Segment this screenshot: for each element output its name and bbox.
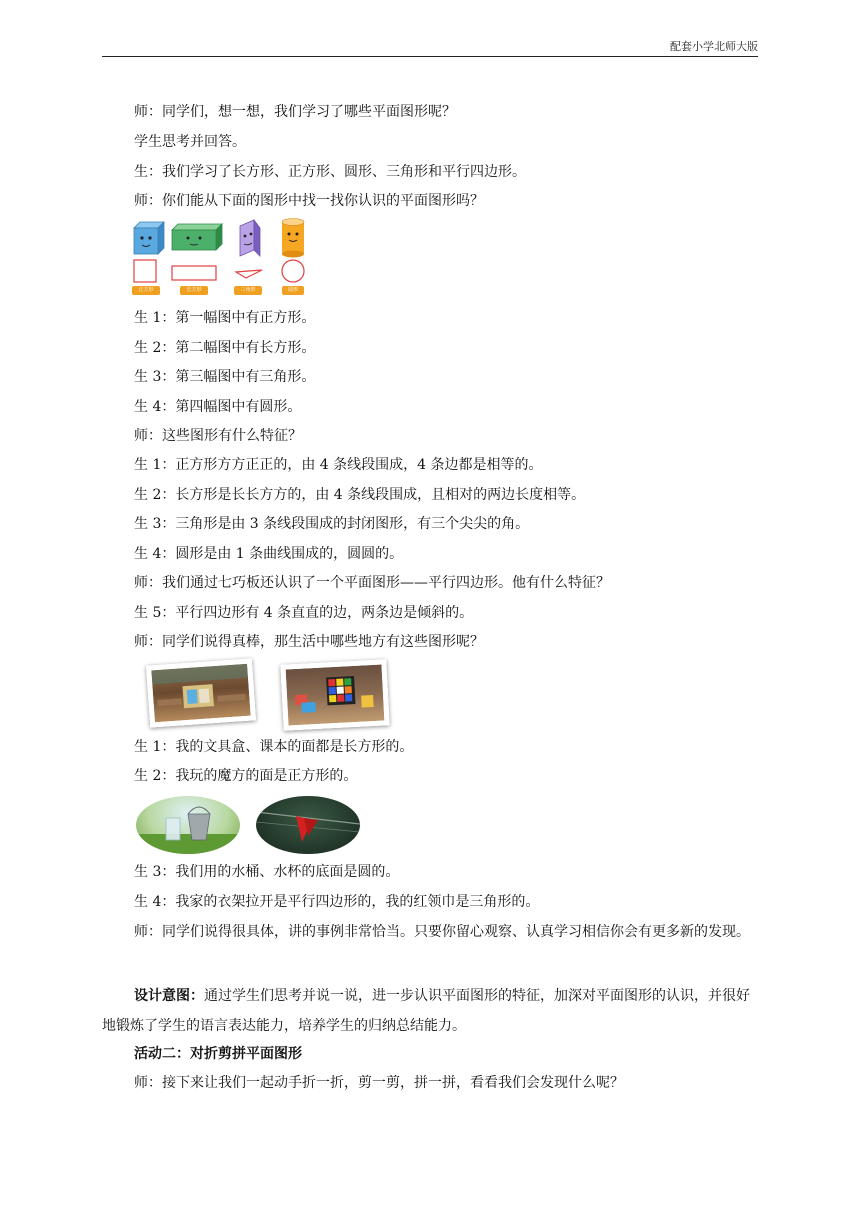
text-line: 生 3：第三幅图中有三角形。	[134, 369, 316, 385]
text-line: 生 4：第四幅图中有圆形。	[134, 399, 302, 415]
text-line: 师：这些图形有什么特征？	[134, 428, 302, 444]
shape-tag: 长方形	[180, 286, 208, 295]
text-line: 生 2：我玩的魔方的面是正方形的。	[134, 768, 358, 784]
text-line: 师：同学们，想一想，我们学习了哪些平面图形呢？	[134, 104, 456, 120]
triangle-outline	[236, 270, 262, 278]
text-line: 生 3：我们用的水桶、水杯的底面是圆的。	[134, 864, 400, 880]
text-line: 生 1：我的文具盒、课本的面都是长方形的。	[134, 739, 414, 755]
red-scarf-photo	[256, 796, 360, 854]
page-header	[102, 38, 758, 57]
text-line: 生 3：三角形是由 3 条线段围成的封闭图形，有三个尖尖的角。	[134, 516, 530, 532]
rubiks-cube-photo	[280, 659, 389, 730]
teacher-paragraph: 师：同学们说得很具体，讲的事例非常恰当。只要你留心观察、认真学习相信你会有更多新的发现。	[134, 924, 750, 940]
text-line: 生 2：长方形是长长方方的，由 4 条线段围成，且相对的两边长度相等。	[134, 487, 586, 503]
text-line: 师：同学们说得真棒，那生活中哪些地方有这些图形呢？	[134, 634, 484, 650]
text-line: 师：我们通过七巧板还认识了一个平面图形——平行四边形。他有什么特征？	[134, 575, 610, 591]
text-line: 师：接下来让我们一起动手折一折，剪一剪，拼一拼，看看我们会发现什么呢？	[134, 1075, 624, 1091]
text-line: 学生思考并回答。	[134, 134, 246, 150]
text-line: 生 1：正方形方方正正的，由 4 条线段围成，4 条边都是相等的。	[134, 457, 543, 473]
shape-tag: 三角形	[234, 286, 262, 295]
text-line: 生 4：我家的衣架拉开是平行四边形的，我的红领巾是三角形的。	[134, 894, 540, 910]
square-outline	[134, 260, 156, 282]
design-intent-label: 设计意图：	[134, 988, 204, 1004]
circle-outline	[282, 260, 304, 282]
bucket-photo	[136, 796, 240, 854]
shape-tag: 正方形	[132, 286, 160, 295]
prism-icon	[240, 220, 260, 256]
design-intent-paragraph	[102, 981, 758, 1041]
solid-shapes-figure	[130, 218, 310, 298]
design-intent-text: 通过学生们思考并说一说，进一步认识平面图形的特征，加深对平面图形的认识，并很好地锻炼了学生的语言表达能力，培养学生的归纳总结能力。	[102, 988, 750, 1034]
text-line: 生 4：圆形是由 1 条曲线围成的，圆圆的。	[134, 546, 404, 562]
cube-icon	[134, 222, 164, 254]
classroom-photo	[146, 658, 256, 727]
text-line: 生：我们学习了长方形、正方形、圆形、三角形和平行四边形。	[134, 164, 526, 180]
activity-heading: 活动二：对折剪拼平面图形	[134, 1046, 302, 1062]
text-line: 生 1：第一幅图中有正方形。	[134, 310, 316, 326]
shape-tag: 圆形	[282, 286, 304, 295]
cylinder-icon	[282, 219, 304, 258]
text-line: 生 2：第二幅图中有长方形。	[134, 340, 316, 356]
header-text: 配套小学北师大版	[670, 40, 758, 53]
rectangle-outline	[172, 266, 216, 280]
cuboid-icon	[172, 224, 222, 250]
text-line: 生 5：平行四边形有 4 条直直的边，两条边是倾斜的。	[134, 605, 474, 621]
text-line: 师：你们能从下面的图形中找一找你认识的平面图形吗？	[134, 193, 484, 209]
